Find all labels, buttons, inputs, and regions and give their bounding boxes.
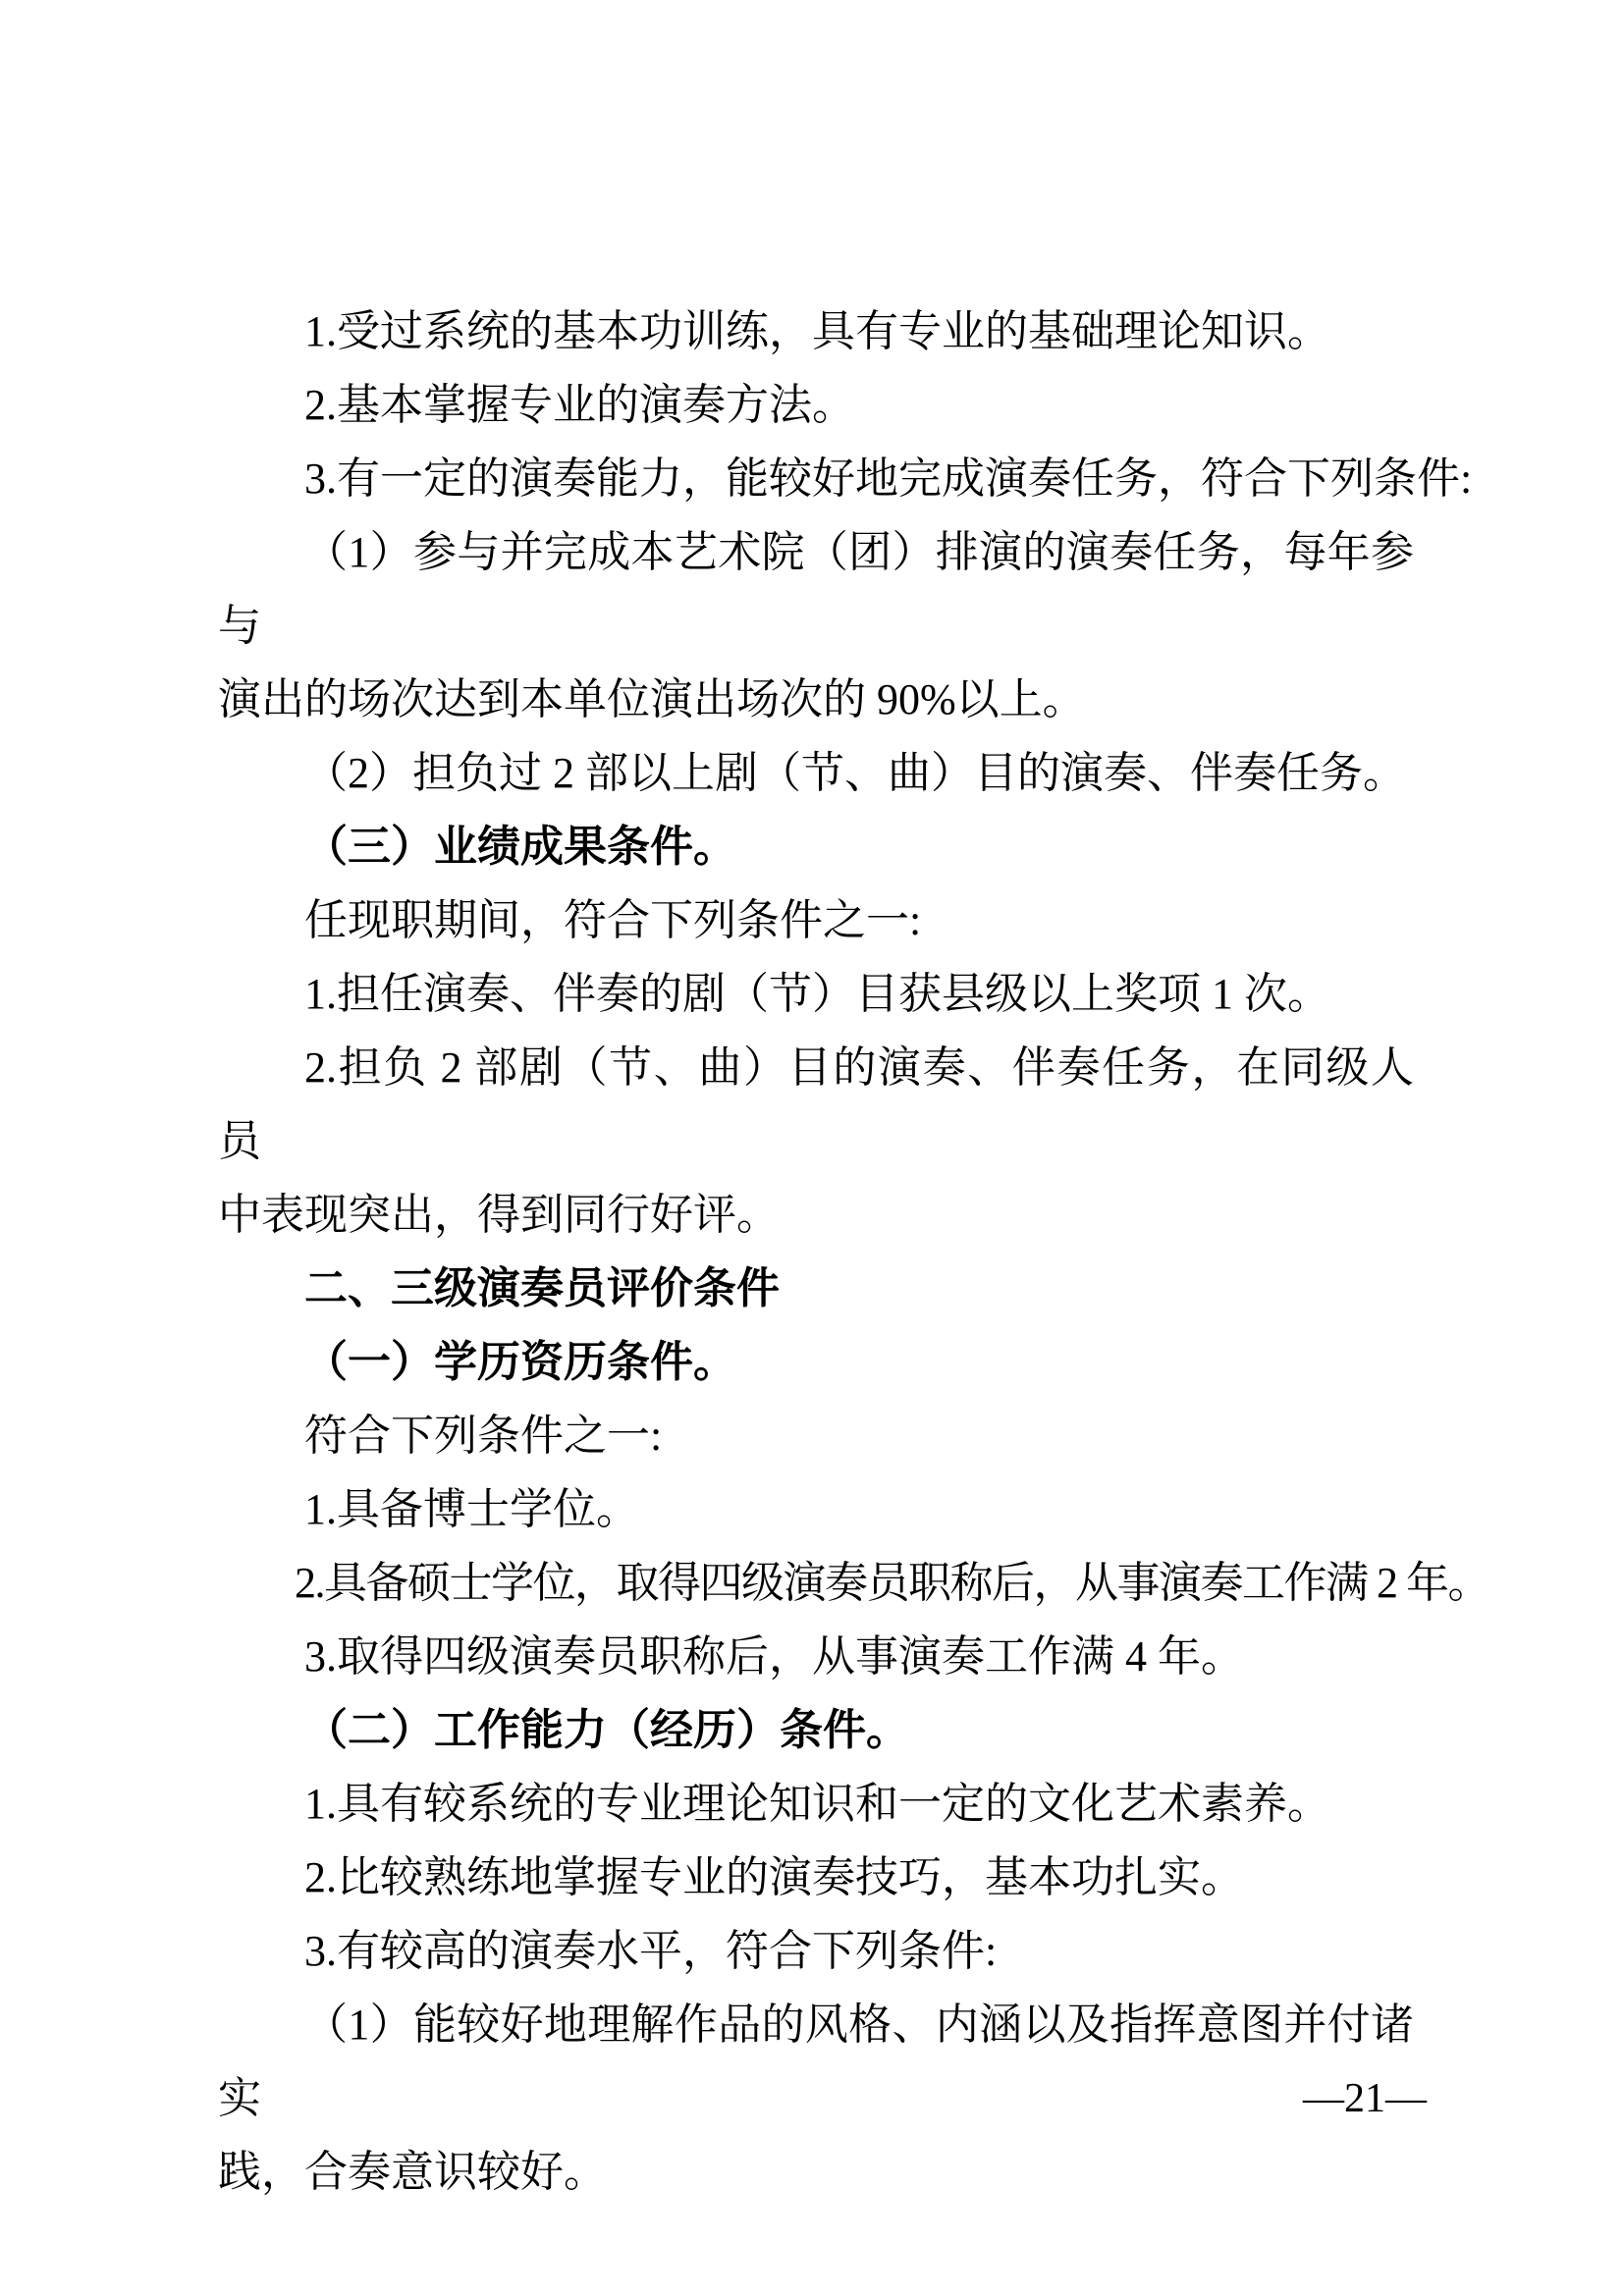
doc-line-ability-sub-1-start: （1）能较好地理解作品的风格、内涵以及指挥意图并付诸实 xyxy=(218,2001,1414,2122)
doc-heading-section-2: （二）工作能力（经历）条件。 xyxy=(304,1706,909,1754)
page-number: —21— xyxy=(1303,2076,1427,2121)
doc-line-award-item-1: 1.担任演奏、伴奏的剧（节）目获县级以上奖项 1 次。 xyxy=(304,970,1330,1018)
doc-line-degree-item-1: 1.具备博士学位。 xyxy=(304,1485,639,1533)
doc-line-degree-item-2: 2.具备硕士学位，取得四级演奏员职称后，从事演奏工作满 2 年。 xyxy=(295,1559,1489,1607)
doc-line-intro-2: 符合下列条件之一: xyxy=(304,1412,663,1460)
doc-line-award-item-2-cont: 中表现突出，得到同行好评。 xyxy=(218,1191,780,1239)
doc-line-subitem-2: （2）担负过 2 部以上剧（节、曲）目的演奏、伴奏任务。 xyxy=(304,749,1406,797)
doc-line-degree-item-3: 3.取得四级演奏员职称后，从事演奏工作满 4 年。 xyxy=(304,1632,1244,1681)
doc-line-subitem-1-cont: 演出的场次达到本单位演出场次的 90%以上。 xyxy=(218,675,1086,723)
doc-line-intro: 任现职期间，符合下列条件之一: xyxy=(304,896,922,944)
doc-line-ability-item-2: 2.比较熟练地掌握专业的演奏技巧，基本功扎实。 xyxy=(304,1853,1244,1901)
doc-line-item-1: 1.受过系统的基本功训练，具有专业的基础理论知识。 xyxy=(304,307,1330,355)
doc-heading-chapter-2: 二、三级演奏员评价条件 xyxy=(304,1264,780,1312)
document-text-block xyxy=(218,294,1489,2209)
doc-line-item-2: 2.基本掌握专业的演奏方法。 xyxy=(304,381,855,429)
doc-line-ability-item-3: 3.有较高的演奏水平，符合下列条件: xyxy=(304,1927,998,1975)
doc-heading-section-3: （三）业绩成果条件。 xyxy=(304,823,736,871)
doc-line-award-item-2-start: 2.担负 2 部剧（节、曲）目的演奏、伴奏任务，在同级人员 xyxy=(218,1043,1414,1165)
doc-line-ability-item-1: 1.具有较系统的专业理论知识和一定的文化艺术素养。 xyxy=(304,1780,1330,1828)
doc-line-subitem-1-start: （1）参与并完成本艺术院（团）排演的演奏任务，每年参与 xyxy=(218,528,1414,650)
doc-line-item-3: 3.有一定的演奏能力，能较好地完成演奏任务，符合下列条件: xyxy=(304,454,1473,503)
doc-line-ability-sub-1-cont: 践，合奏意识较好。 xyxy=(218,2148,607,2196)
doc-heading-section-1: （一）学历资历条件。 xyxy=(304,1338,736,1386)
